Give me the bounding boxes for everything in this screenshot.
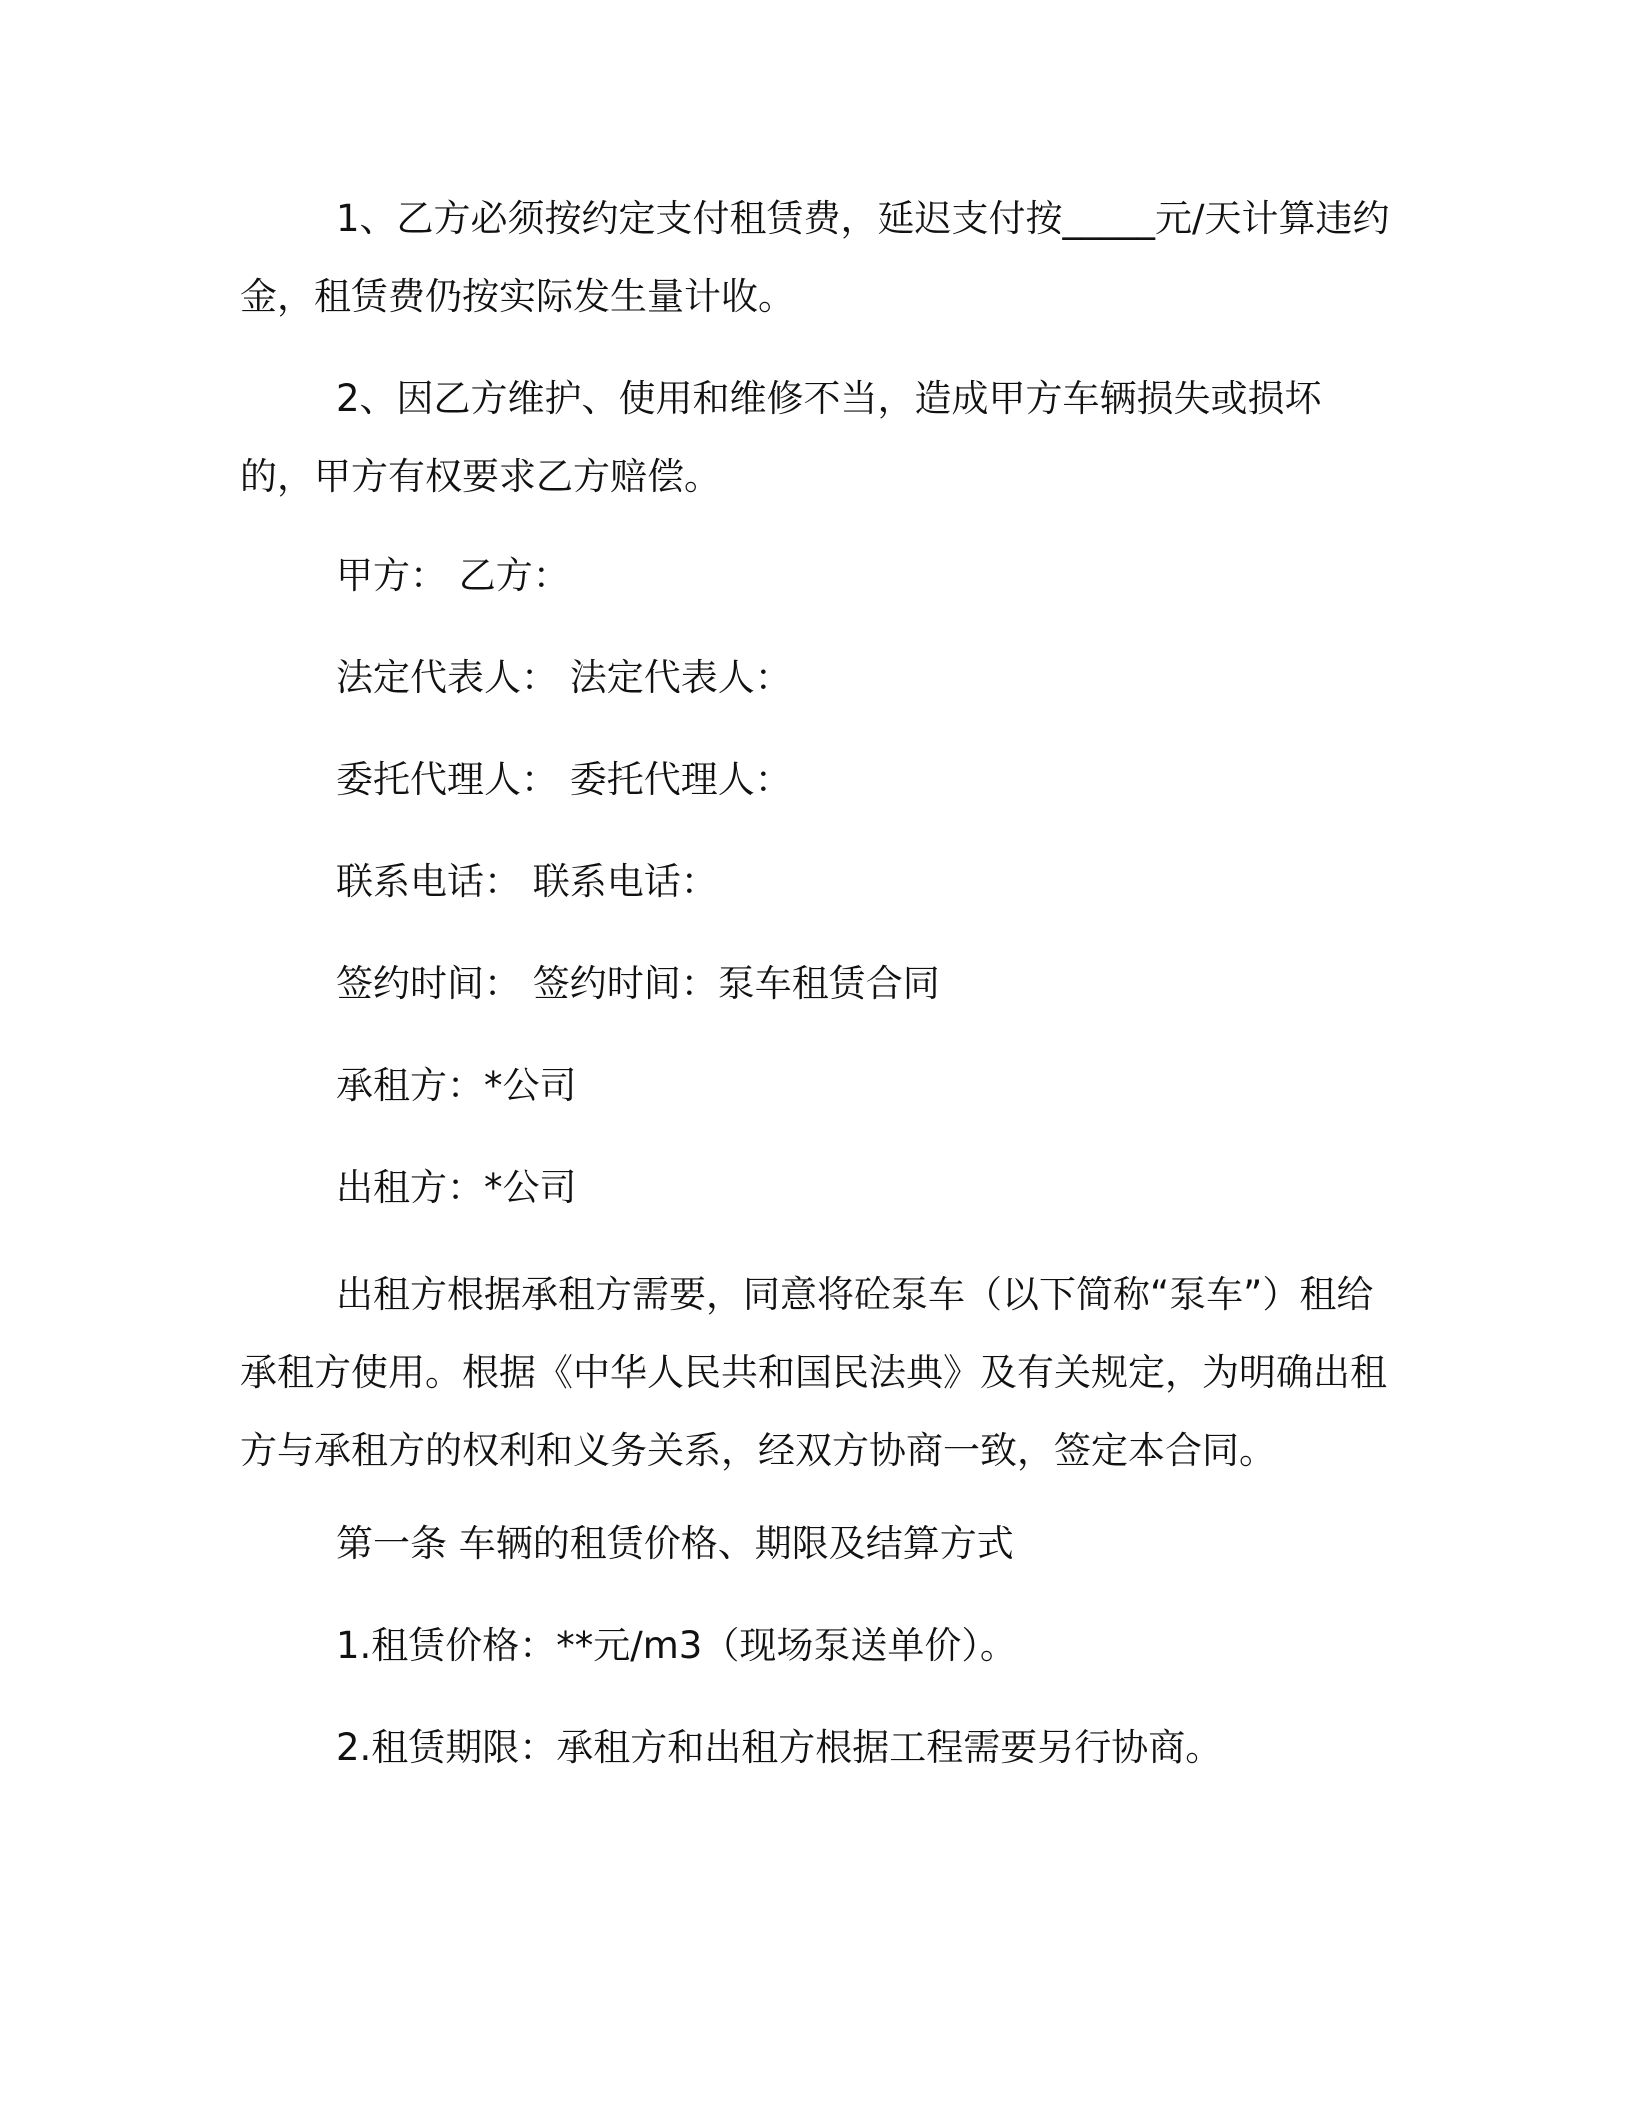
authorized-agent-line: 委托代理人： 委托代理人： [336, 758, 792, 801]
lessee-line: 承租方：*公司 [336, 1064, 577, 1107]
clause-1-paragraph: 1、乙方必须按约定支付租赁费，延迟支付按_____元/天计算违约金，租赁费仍按实际发生量计收。 [240, 197, 1390, 318]
rental-price-line: 1.租赁价格：**元/m3（现场泵送单价）。 [336, 1624, 1017, 1667]
rental-term-line: 2.租赁期限：承租方和出租方根据工程需要另行协商。 [336, 1726, 1223, 1769]
party-a-b-line: 甲方： 乙方： [336, 554, 570, 597]
signing-time-line: 签约时间： 签约时间：泵车租赁合同 [336, 962, 940, 1005]
intro-paragraph: 出租方根据承租方需要，同意将砼泵车（以下简称“泵车”）租给承租方使用。根据《中华人民共和国民法典》及有关规定，为明确出租方与承租方的权利和义务关系，经双方协商一致，签定本合同。 [240, 1273, 1387, 1472]
lessor-line: 出租方：*公司 [336, 1166, 577, 1209]
clause-2-paragraph: 2、因乙方维护、使用和维修不当，造成甲方车辆损失或损坏的，甲方有权要求乙方赔偿。 [240, 377, 1322, 498]
contact-phone-line: 联系电话： 联系电话： [336, 860, 718, 903]
article-1-heading: 第一条 车辆的租赁价格、期限及结算方式 [336, 1522, 1014, 1565]
legal-representative-line: 法定代表人： 法定代表人： [336, 656, 792, 699]
